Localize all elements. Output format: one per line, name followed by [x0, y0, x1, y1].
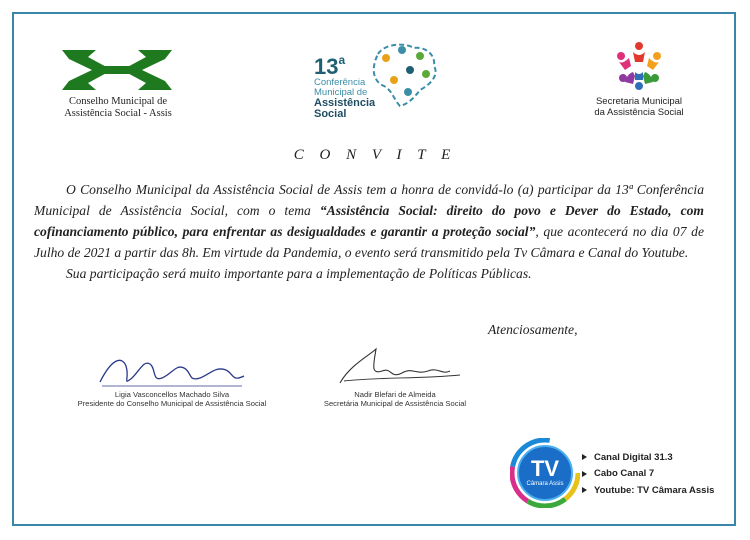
handwritten-signature-icon	[92, 352, 252, 390]
people-circle-icon	[613, 40, 665, 92]
channel-label: Canal Digital 31.3	[594, 451, 673, 463]
arrow-right-icon	[582, 471, 587, 477]
closing-text: Atenciosamente,	[488, 322, 578, 337]
conselho-name-line2: Assistência Social - Assis	[64, 108, 172, 119]
tv-camara-logo	[510, 438, 580, 508]
secretary-role: Secretária Municipal de Assistência Social	[323, 399, 467, 408]
secretaria-name	[584, 96, 694, 118]
conference-line2: Municipal de	[314, 87, 368, 98]
invitation-paragraph-1	[34, 179, 704, 263]
signature-block-secretary	[300, 345, 490, 408]
invitation-paragraph-2: Sua participação será muito importante para a implementação de Políticas Públicas.	[66, 266, 532, 281]
conselho-logo	[58, 48, 178, 120]
conference-number-value: 13	[314, 54, 339, 79]
channel-label: Youtube: TV Câmara Assis	[594, 484, 715, 496]
conference-ordinal: a	[338, 53, 346, 67]
conference-name	[314, 98, 375, 120]
paragraph-1-end: , que acontecerá no dia 07 de Julho de 2021 a partir das 8h. Em virtude da Pandemia, o evento será transmitido pela Tv Câmara e Canal do Youtube.	[34, 224, 704, 260]
invitation-body	[34, 179, 704, 284]
secretaria-name-line1: Secretaria Municipal	[595, 96, 683, 107]
conference-subtitle	[314, 78, 367, 98]
tv-logo-subtext: Câmara Assis	[526, 481, 564, 487]
conference-line3: Assistência	[314, 97, 376, 109]
conselho-name	[58, 96, 178, 120]
secretary-name: Nadir Blefari de Almeida	[354, 390, 436, 399]
conselho-name-line1: Conselho Municipal de	[69, 96, 167, 107]
president-name: Ligia Vasconcellos Machado Silva	[114, 390, 230, 399]
arrow-right-icon	[582, 487, 587, 493]
channel-item	[582, 449, 714, 466]
conference-line1: Conferência	[314, 77, 366, 88]
channel-list	[582, 449, 714, 499]
brazil-map-icon	[364, 40, 442, 110]
secretaria-name-line2: da Assistência Social	[594, 107, 684, 118]
paragraph-1-start: O Conselho Municipal da Assistência Social de Assis tem a honra de convidá-lo (a) participar da 13ª Conferência Municipal de Assistência Social, com o tema	[34, 182, 704, 218]
conferencia-logo	[312, 40, 442, 122]
channel-item	[582, 482, 714, 499]
signature-block-president	[72, 352, 272, 408]
arrow-right-icon	[582, 454, 587, 460]
secretaria-logo	[584, 40, 694, 124]
crossed-arrows-icon	[62, 48, 172, 92]
channel-item	[582, 466, 714, 483]
conference-theme: “Assistência Social: direito do povo e Dever do Estado, com cofinanciamento público, para enfrentar as desigualdades e garantir a proteção social”	[34, 203, 704, 239]
president-role: Presidente do Conselho Municipal de Assistência Social	[77, 399, 267, 408]
conference-line4: Social	[314, 108, 347, 120]
handwritten-signature-icon	[320, 345, 470, 390]
tv-logo-text: TV	[530, 456, 560, 481]
invitation-title: C O N V I T E	[293, 147, 457, 163]
channel-label: Cabo Canal 7	[594, 468, 655, 480]
